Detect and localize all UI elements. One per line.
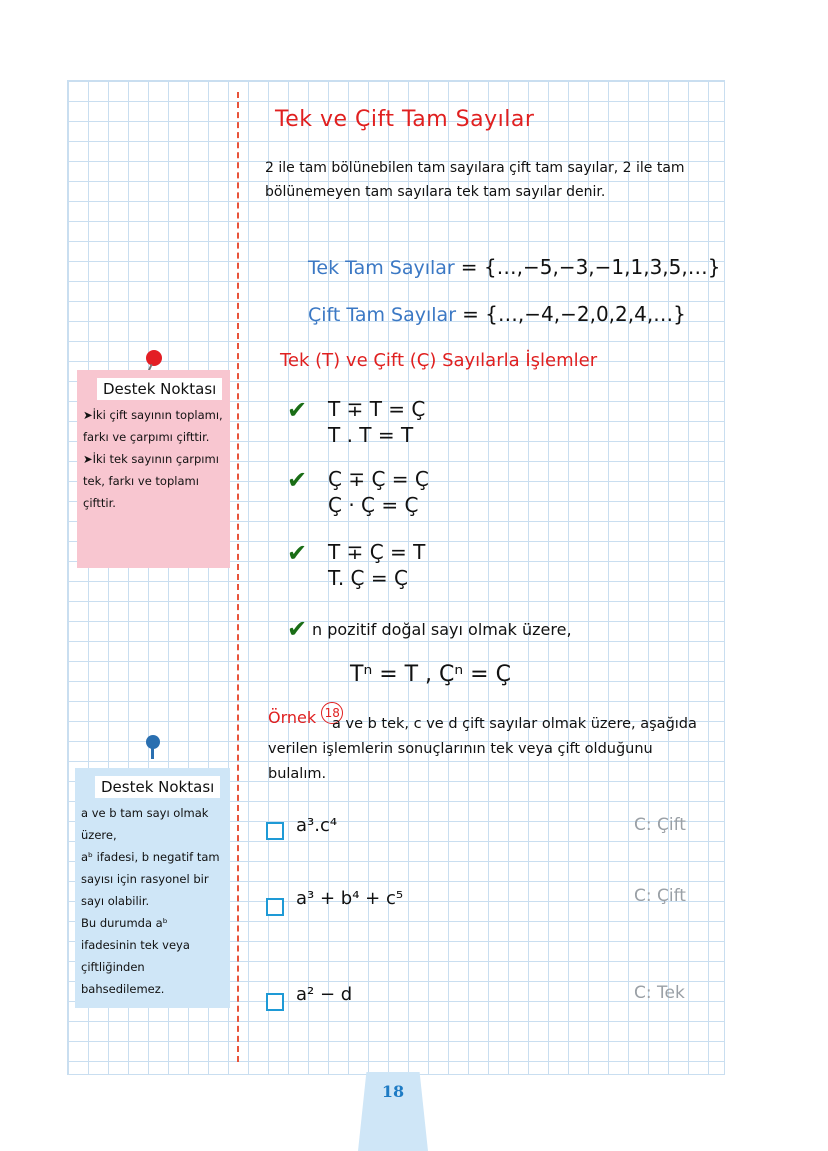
even-set-value: = {…,−4,−2,0,2,4,…} (462, 302, 686, 326)
intro-paragraph: 2 ile tam bölünebilen tam sayılara çift tam sayılar, 2 ile tam bölünemeyen tam sayılara tek tam sayılar denir. (265, 160, 685, 200)
note-text: Bu durumda aᵇ ifadesinin tek veya çiftliğinden bahsedilemez. (81, 916, 190, 996)
rule-line: T. Ç = Ç (328, 566, 408, 590)
checkbox-question-2[interactable] (266, 898, 284, 916)
rule-line: Ç ∓ Ç = Ç (328, 467, 429, 491)
question-expression: a³.c⁴ (296, 815, 338, 836)
note-title: Destek Noktası (95, 776, 220, 798)
example-number: 18 (321, 702, 343, 724)
section-subtitle: Tek (T) ve Çift (Ç) Sayılarla İşlemler (280, 350, 598, 371)
check-icon: ✔ (287, 539, 308, 567)
even-set-label: Çift Tam Sayılar (308, 304, 457, 326)
note-text: ➤İki tek sayının çarpımı tek, farkı ve toplamı çifttir. (83, 452, 219, 510)
page-number: 18 (381, 1082, 405, 1101)
note-text: a ve b tam sayı olmak üzere, (81, 806, 209, 842)
question-answer: C: Tek (634, 983, 685, 1003)
power-rule: Tⁿ = T , Çⁿ = Ç (350, 662, 511, 687)
note-text: ➤İki çift sayının toplamı, farkı ve çarpımı çifttir. (83, 408, 223, 444)
rule-line: T . T = T (328, 423, 414, 447)
check-icon: ✔ (287, 396, 308, 424)
odd-set-value: = {…,−5,−3,−1,1,3,5,…} (460, 255, 721, 279)
example-text: a ve b tek, c ve d çift sayılar olmak üzere, aşağıda verilen işlemlerin sonuçlarının tek veya çift olduğunu bulalım. (268, 716, 697, 782)
rule-item (328, 539, 425, 591)
odd-set-line (308, 255, 720, 279)
checkbox-question-3[interactable] (266, 993, 284, 1011)
question-answer: C: Çift (634, 815, 686, 835)
rule-item (328, 396, 425, 448)
pushpin-icon (146, 350, 162, 366)
thumbtack-icon (146, 735, 160, 749)
note-text: aᵇ ifadesi, b negatif tam sayısı için rasyonel bir sayı olabilir. (81, 850, 220, 908)
question-answer: C: Çift (634, 886, 686, 906)
support-note (75, 768, 230, 1008)
page-title: Tek ve Çift Tam Sayılar (275, 107, 535, 132)
question-expression: a³ + b⁴ + c⁵ (296, 888, 404, 909)
question-expression: a² − d (296, 984, 353, 1005)
n-positive-text: n pozitif doğal sayı olmak üzere, (312, 620, 572, 639)
note-title: Destek Noktası (97, 378, 222, 400)
example-label-text: Örnek (268, 708, 317, 727)
odd-set-label: Tek Tam Sayılar (308, 257, 455, 279)
support-note (77, 370, 230, 568)
rule-item (328, 466, 429, 518)
margin-divider (237, 92, 239, 1062)
rule-line: Ç · Ç = Ç (328, 493, 419, 517)
checkbox-question-1[interactable] (266, 822, 284, 840)
check-icon: ✔ (287, 466, 308, 494)
rule-line: T ∓ Ç = T (328, 540, 426, 564)
check-icon: ✔ (287, 615, 308, 643)
rule-line: T ∓ T = Ç (328, 397, 426, 421)
even-set-line (308, 302, 686, 326)
